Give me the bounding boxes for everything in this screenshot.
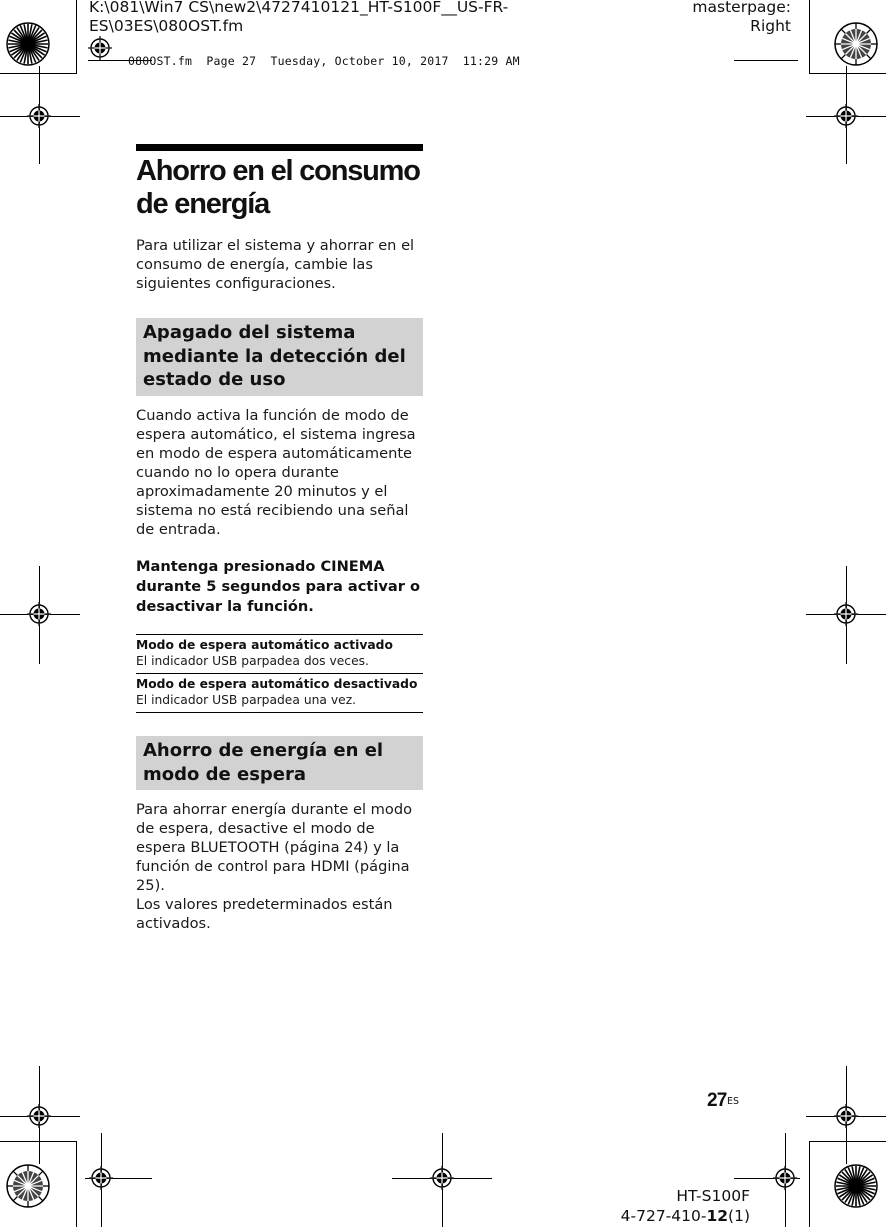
crop-line (76, 1141, 77, 1227)
model-name: HT-S100F (676, 1187, 750, 1205)
page-number: 27 (707, 1090, 727, 1111)
power-saving-paragraph: Los valores predeterminados están activados. (136, 896, 393, 932)
code-suffix: (1) (728, 1207, 750, 1225)
table-term: Modo de espera automático desactivado (136, 677, 418, 691)
registration-mark-icon (27, 1104, 51, 1128)
page-number-suffix: ES (727, 1096, 740, 1107)
page-title: Ahorro en el consumo de energía (136, 155, 420, 220)
instruction-text: Mantenga presionado CINEMA durante 5 segundos para activar o desactivar la función. (136, 558, 421, 615)
registration-mark-icon (430, 1166, 454, 1190)
table-row (136, 673, 423, 713)
section-power-saving-body (136, 800, 423, 933)
title-rule (136, 144, 423, 151)
masterpage-header (691, 0, 791, 36)
print-stamp: 080OST.fm Page 27 Tuesday, October 10, 2017 11:29 AM (128, 54, 520, 68)
table-term: Modo de espera automático activado (136, 638, 393, 652)
crop-line (809, 1141, 886, 1142)
section-heading-standby: Apagado del sistema mediante la detección del estado de uso (136, 318, 423, 396)
code-revision: 12 (706, 1207, 729, 1225)
registration-mark-icon (89, 1166, 113, 1190)
status-table (136, 634, 423, 713)
registration-mark-icon (88, 36, 112, 60)
code-prefix: 4-727-410- (620, 1207, 707, 1225)
registration-mark-icon (834, 602, 858, 626)
registration-mark-icon (773, 1166, 797, 1190)
registration-mark-icon (27, 602, 51, 626)
masterpage-label: masterpage: Right (692, 0, 791, 35)
section-standby-body: Cuando activa la función de modo de espera automático, el sistema ingresa en modo de espera automáticamente cuando no lo opera durante aproximadamente 20 minutos y el sistema no está recibiendo una señal de entrada. (136, 407, 416, 538)
registration-mark-icon (834, 1104, 858, 1128)
registration-wheel-icon (834, 22, 878, 66)
crop-line (76, 0, 77, 74)
table-row (136, 634, 423, 673)
file-path-header: K:\081\Win7 CS\new2\4727410121_HT-S100F__US-FR-ES\03ES\080OST.fm (89, 0, 509, 35)
registration-wheel-icon (6, 1164, 50, 1208)
intro-paragraph: Para utilizar el sistema y ahorrar en el consumo de energía, cambie las siguientes configuraciones. (136, 237, 415, 292)
registration-mark-icon (834, 104, 858, 128)
crop-line (809, 73, 886, 74)
crop-line (809, 1141, 810, 1227)
document-code (621, 1207, 750, 1226)
table-desc: El indicador USB parpadea dos veces. (136, 654, 369, 668)
registration-wheel-icon (834, 1164, 878, 1208)
crop-line (809, 0, 810, 74)
crop-line (734, 60, 798, 61)
table-desc: El indicador USB parpadea una vez. (136, 693, 357, 707)
section-heading-power-saving: Ahorro de energía en el modo de espera (136, 736, 423, 790)
registration-wheel-icon (6, 22, 50, 66)
registration-mark-icon (27, 104, 51, 128)
power-saving-paragraph: Para ahorrar energía durante el modo de espera, desactive el modo de espera BLUETOOTH (página 24) y la función de control para HDMI (página 25). (136, 801, 413, 894)
